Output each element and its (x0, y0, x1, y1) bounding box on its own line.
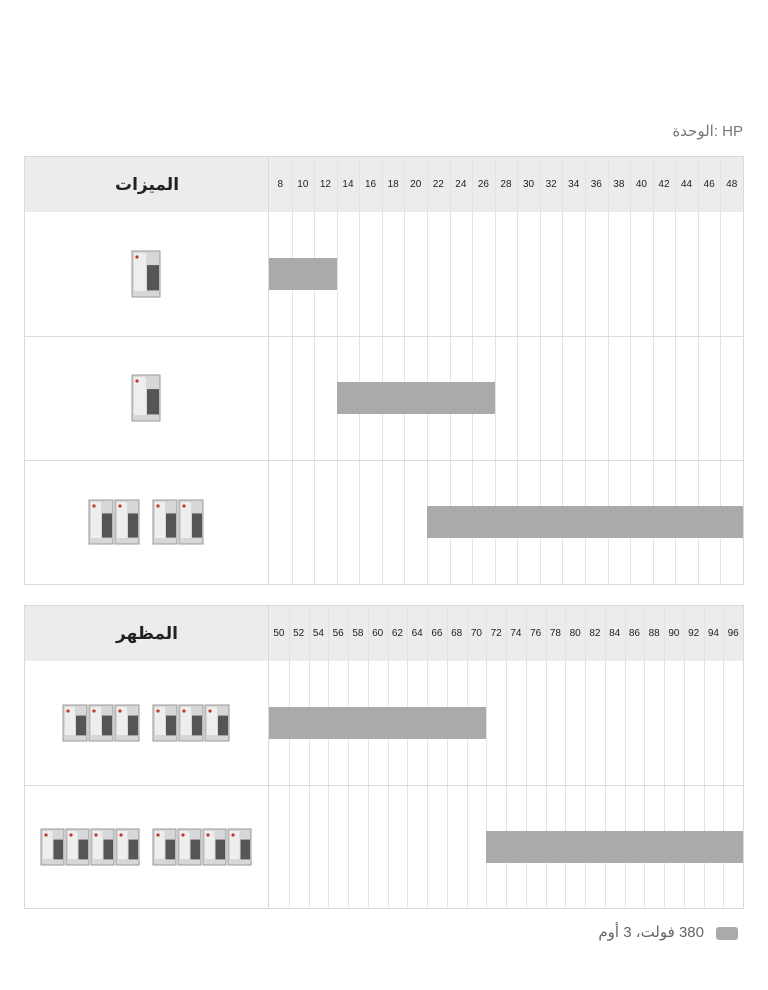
tick-label: 88 (648, 628, 660, 639)
tick-label: 38 (613, 179, 625, 190)
tick-label: 48 (726, 179, 738, 190)
tick-label: 42 (658, 179, 670, 190)
tick-label: 32 (545, 179, 557, 190)
tick-label: 58 (352, 628, 364, 639)
legend (590, 922, 740, 944)
double-fan-outdoor-unit-icon (25, 336, 269, 460)
feature-column-header: الميزات (114, 174, 180, 194)
tick-label: 60 (372, 628, 384, 639)
tick-label: 34 (568, 179, 580, 190)
capacity-table-1 (24, 156, 744, 585)
tick-label: 90 (668, 628, 680, 639)
tick-label: 16 (365, 179, 377, 190)
tick-label: 14 (342, 179, 354, 190)
quad-outdoor-units-icon (25, 785, 269, 909)
tick-label: 56 (332, 628, 344, 639)
capacity-range-bar (486, 831, 743, 863)
capacity-table-2 (24, 605, 744, 909)
unit-label: الوحدة: HP (672, 123, 743, 140)
tick-label: 82 (589, 628, 601, 639)
tick-label: 66 (431, 628, 443, 639)
tick-label: 12 (319, 179, 331, 190)
tick-label: 28 (500, 179, 512, 190)
tick-label: 30 (523, 179, 535, 190)
tick-label: 86 (628, 628, 640, 639)
tick-label: 40 (635, 179, 647, 190)
capacity-range-bar (269, 707, 486, 739)
tick-label: 62 (391, 628, 403, 639)
tick-label: 68 (451, 628, 463, 639)
grid-line (359, 157, 360, 584)
tick-label: 44 (681, 179, 693, 190)
tick-label: 20 (410, 179, 422, 190)
outdoor-unit-image (127, 249, 167, 299)
tick-label: 36 (590, 179, 602, 190)
tick-label: 52 (293, 628, 305, 639)
tick-label: 96 (727, 628, 739, 639)
triple-outdoor-units-icon (25, 661, 269, 785)
legend-label: 380 فولت، 3 أوم (598, 924, 704, 941)
single-outdoor-unit-icon (25, 212, 269, 336)
tick-label: 46 (703, 179, 715, 190)
tick-label: 8 (277, 179, 284, 190)
tick-label: 54 (312, 628, 324, 639)
tick-label: 72 (490, 628, 502, 639)
outdoor-unit-image (85, 498, 209, 546)
tick-label: 26 (477, 179, 489, 190)
tick-label: 84 (609, 628, 621, 639)
grid-line (337, 157, 338, 584)
tick-label: 18 (387, 179, 399, 190)
tick-label: 24 (455, 179, 467, 190)
tick-label: 80 (569, 628, 581, 639)
grid-line (404, 157, 405, 584)
tick-label: 50 (273, 628, 285, 639)
outdoor-unit-image (37, 827, 257, 867)
tick-label: 74 (510, 628, 522, 639)
tick-label: 22 (432, 179, 444, 190)
tick-label: 78 (549, 628, 561, 639)
grid-line (314, 157, 315, 584)
grid-line (382, 157, 383, 584)
paired-outdoor-units-icon (25, 460, 269, 584)
grid-line (292, 157, 293, 584)
outdoor-unit-image (127, 373, 167, 423)
capacity-range-bar (337, 382, 495, 414)
tick-label: 10 (297, 179, 309, 190)
legend-swatch (716, 927, 738, 940)
tick-label: 92 (688, 628, 700, 639)
capacity-range-bar (269, 258, 337, 290)
capacity-range-bar (427, 506, 743, 538)
outdoor-unit-image (59, 703, 235, 743)
tick-label: 76 (530, 628, 542, 639)
tick-label: 64 (411, 628, 423, 639)
feature-column-header: المظهر (116, 623, 178, 643)
tick-label: 94 (707, 628, 719, 639)
tick-label: 70 (470, 628, 482, 639)
